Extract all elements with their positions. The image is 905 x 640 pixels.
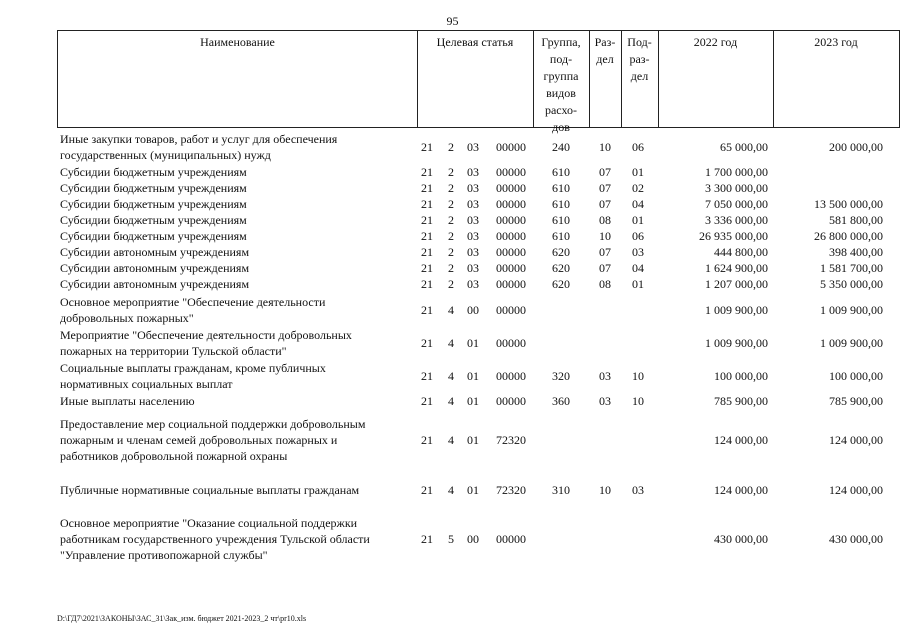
row-name-line: Субсидии бюджетным учреждениям (60, 197, 247, 211)
amount-2022: 3 300 000,00 (705, 181, 768, 195)
amount-2022: 1 009 900,00 (705, 336, 768, 350)
row-name-line: Субсидии бюджетным учреждениям (60, 229, 247, 243)
target-code-event: 03 (467, 197, 479, 211)
row-name-line: Субсидии бюджетным учреждениям (60, 213, 247, 227)
expense-group (536, 515, 586, 563)
expense-group: 240 (552, 140, 570, 154)
expense-group: 610 (552, 165, 570, 179)
amount-2022: 1 624 900,00 (705, 261, 768, 275)
subsection-code: 01 (632, 165, 644, 179)
row-name (60, 196, 410, 212)
target-code-event: 03 (467, 229, 479, 243)
amount-2023: 1 009 900,00 (820, 336, 883, 350)
expense-group: 620 (552, 261, 570, 275)
expense-group: 610 (552, 229, 570, 243)
target-code-direction: 00000 (496, 140, 526, 154)
amount-2023: 124 000,00 (829, 433, 883, 447)
amount-2023: 1 581 700,00 (820, 261, 883, 275)
section-code: 03 (599, 394, 611, 408)
header-group: Группа, под- группа видов расхо- дов (541, 35, 581, 134)
target-code-event: 01 (467, 369, 479, 383)
subsection-code (622, 294, 654, 326)
row-name (60, 180, 410, 196)
table-row (0, 196, 905, 212)
target-code-subprogram: 4 (448, 394, 454, 408)
target-code-direction: 00000 (496, 532, 526, 546)
section-code (590, 294, 620, 326)
row-name (60, 416, 410, 464)
amount-2022: 65 000,00 (720, 140, 768, 154)
header-section: Раз- дел (594, 35, 616, 66)
target-code-program: 21 (421, 213, 433, 227)
row-name-line: "Управление противопожарной службы" (60, 548, 268, 562)
section-code: 07 (599, 197, 611, 211)
target-code-program: 21 (421, 197, 433, 211)
table-row (0, 327, 905, 359)
section-code: 08 (599, 277, 611, 291)
target-code-direction: 00000 (496, 303, 526, 317)
row-name-line: Публичные нормативные социальные выплаты гражданам (60, 483, 360, 497)
row-name-line: работникам государственного учреждения Тульской области (60, 532, 370, 546)
row-name-line: работников добровольной пожарной охраны (60, 449, 288, 463)
table-row (0, 260, 905, 276)
subsection-code: 06 (632, 229, 644, 243)
target-code-direction: 00000 (496, 229, 526, 243)
row-name-line: нормативных социальных выплат (60, 377, 233, 391)
row-name (60, 515, 410, 563)
expense-group: 620 (552, 245, 570, 259)
target-code-event: 03 (467, 213, 479, 227)
target-code-event: 03 (467, 181, 479, 195)
table-row (0, 180, 905, 196)
target-code-event: 03 (467, 165, 479, 179)
table-row (0, 244, 905, 260)
amount-2022: 430 000,00 (714, 532, 768, 546)
target-code-program: 21 (421, 303, 433, 317)
target-code-program: 21 (421, 181, 433, 195)
amount-2023: 200 000,00 (829, 140, 883, 154)
target-code-event: 03 (467, 277, 479, 291)
subsection-code: 10 (632, 369, 644, 383)
amount-2023 (772, 164, 883, 180)
amount-2022: 1 009 900,00 (705, 303, 768, 317)
target-code-program: 21 (421, 229, 433, 243)
row-name-line: пожарных на территории Тульской области" (60, 344, 287, 358)
table-row (0, 515, 905, 563)
target-code-event: 03 (467, 245, 479, 259)
row-name (60, 228, 410, 244)
table-row (0, 276, 905, 292)
expense-group: 620 (552, 277, 570, 291)
amount-2023: 785 900,00 (829, 394, 883, 408)
expense-group: 610 (552, 181, 570, 195)
section-code (590, 515, 620, 563)
target-code-subprogram: 2 (448, 165, 454, 179)
amount-2022: 444 800,00 (714, 245, 768, 259)
target-code-event: 03 (467, 261, 479, 275)
amount-2023: 100 000,00 (829, 369, 883, 383)
target-code-direction: 00000 (496, 394, 526, 408)
subsection-code: 06 (632, 140, 644, 154)
target-code-subprogram: 4 (448, 303, 454, 317)
target-code-program: 21 (421, 532, 433, 546)
target-code-direction: 00000 (496, 336, 526, 350)
section-code: 07 (599, 245, 611, 259)
expense-group (536, 294, 586, 326)
amount-2022: 3 336 000,00 (705, 213, 768, 227)
section-code: 10 (599, 483, 611, 497)
target-code-direction: 00000 (496, 245, 526, 259)
row-name-line: Субсидии автономным учреждениям (60, 261, 250, 275)
row-name-line: Иные выплаты населению (60, 394, 195, 408)
subsection-code (622, 416, 654, 464)
row-name (60, 212, 410, 228)
header-name: Наименование (200, 35, 275, 49)
subsection-code: 01 (632, 213, 644, 227)
header-year-2023: 2023 год (814, 35, 858, 49)
row-name (60, 327, 410, 359)
row-name-line: пожарным и членам семей добровольных пожарных и (60, 433, 338, 447)
target-code-subprogram: 2 (448, 140, 454, 154)
row-name (60, 244, 410, 260)
amount-2022: 124 000,00 (714, 433, 768, 447)
row-name (60, 164, 410, 180)
row-name (60, 260, 410, 276)
expense-group: 360 (552, 394, 570, 408)
subsection-code: 02 (632, 181, 644, 195)
target-code-program: 21 (421, 261, 433, 275)
page-number: 95 (446, 14, 459, 28)
file-path-footer: D:\ГД7\2021\ЗАКОНЫ\ЗАС_31\Зак_изм. бюджет 2021-2023_2 чт\pr10.xls (57, 614, 307, 623)
amount-2023: 124 000,00 (829, 483, 883, 497)
row-name-line: добровольных пожарных" (60, 311, 194, 325)
target-code-event: 01 (467, 336, 479, 350)
target-code-direction: 72320 (496, 433, 526, 447)
row-name-line: Иные закупки товаров, работ и услуг для обеспечения (60, 132, 338, 146)
table-header (57, 30, 900, 134)
amount-2022: 1 700 000,00 (705, 165, 768, 179)
target-code-event: 00 (467, 532, 479, 546)
row-name-line: Основное мероприятие "Оказание социальной поддержки (60, 516, 358, 530)
amount-2023: 26 800 000,00 (814, 229, 883, 243)
target-code-direction: 00000 (496, 213, 526, 227)
target-code-event: 03 (467, 140, 479, 154)
subsection-code: 04 (632, 197, 644, 211)
amount-2023: 430 000,00 (829, 532, 883, 546)
subsection-code: 01 (632, 277, 644, 291)
table-row (0, 228, 905, 244)
target-code-subprogram: 2 (448, 229, 454, 243)
target-code-program: 21 (421, 433, 433, 447)
row-name-line: Субсидии автономным учреждениям (60, 245, 250, 259)
target-code-direction: 00000 (496, 369, 526, 383)
section-code: 07 (599, 261, 611, 275)
target-code-program: 21 (421, 369, 433, 383)
row-name (60, 294, 410, 326)
expense-group: 320 (552, 369, 570, 383)
target-code-event: 00 (467, 303, 479, 317)
target-code-subprogram: 2 (448, 261, 454, 275)
amount-2023: 398 400,00 (829, 245, 883, 259)
header-subsection: Под- раз- дел (627, 35, 652, 83)
target-code-subprogram: 2 (448, 181, 454, 195)
row-name-line: Социальные выплаты гражданам, кроме публичных (60, 361, 326, 375)
amount-2022: 124 000,00 (714, 483, 768, 497)
table-row (0, 294, 905, 326)
target-code-event: 01 (467, 483, 479, 497)
section-code: 03 (599, 369, 611, 383)
section-code: 07 (599, 181, 611, 195)
target-code-direction: 00000 (496, 181, 526, 195)
amount-2022: 785 900,00 (714, 394, 768, 408)
subsection-code: 03 (632, 483, 644, 497)
target-code-program: 21 (421, 245, 433, 259)
header-year-2022: 2022 год (693, 35, 738, 49)
table-row (0, 164, 905, 180)
expense-group: 310 (552, 483, 570, 497)
subsection-code (622, 327, 654, 359)
table-row (0, 131, 905, 163)
target-code-program: 21 (421, 140, 433, 154)
row-name (60, 360, 410, 392)
target-code-direction: 00000 (496, 261, 526, 275)
table-row (0, 360, 905, 392)
subsection-code: 10 (632, 394, 644, 408)
table-row (0, 416, 905, 464)
row-name-line: Субсидии автономным учреждениям (60, 277, 250, 291)
target-code-subprogram: 4 (448, 433, 454, 447)
subsection-code (622, 515, 654, 563)
table-row (0, 212, 905, 228)
section-code: 10 (599, 140, 611, 154)
target-code-direction: 00000 (496, 277, 526, 291)
amount-2023: 5 350 000,00 (820, 277, 883, 291)
row-name-line: Предоставление мер социальной поддержки добровольным (60, 417, 366, 431)
amount-2023: 581 800,00 (829, 213, 883, 227)
target-code-subprogram: 4 (448, 336, 454, 350)
section-code: 10 (599, 229, 611, 243)
expense-group: 610 (552, 197, 570, 211)
target-code-subprogram: 2 (448, 197, 454, 211)
expense-group: 610 (552, 213, 570, 227)
target-code-event: 01 (467, 394, 479, 408)
amount-2022: 100 000,00 (714, 369, 768, 383)
row-name-line: Мероприятие "Обеспечение деятельности добровольных (60, 328, 352, 342)
section-code (590, 327, 620, 359)
table-row (0, 482, 905, 498)
target-code-event: 01 (467, 433, 479, 447)
subsection-code: 04 (632, 261, 644, 275)
row-name-line: государственных (муниципальных) нужд (60, 148, 271, 162)
expense-group (536, 416, 586, 464)
amount-2022: 7 050 000,00 (705, 197, 768, 211)
section-code: 08 (599, 213, 611, 227)
row-name-line: Основное мероприятие "Обеспечение деятельности (60, 295, 326, 309)
target-code-subprogram: 5 (448, 532, 454, 546)
target-code-program: 21 (421, 165, 433, 179)
target-code-direction: 00000 (496, 165, 526, 179)
subsection-code: 03 (632, 245, 644, 259)
target-code-subprogram: 2 (448, 277, 454, 291)
target-code-subprogram: 2 (448, 245, 454, 259)
row-name (60, 393, 410, 409)
target-code-subprogram: 4 (448, 369, 454, 383)
target-code-program: 21 (421, 277, 433, 291)
amount-2023: 13 500 000,00 (814, 197, 883, 211)
target-code-direction: 72320 (496, 483, 526, 497)
row-name-line: Субсидии бюджетным учреждениям (60, 165, 247, 179)
expense-group (536, 327, 586, 359)
amount-2022: 26 935 000,00 (699, 229, 768, 243)
target-code-direction: 00000 (496, 197, 526, 211)
amount-2022: 1 207 000,00 (705, 277, 768, 291)
target-code-program: 21 (421, 336, 433, 350)
target-code-program: 21 (421, 483, 433, 497)
row-name (60, 482, 410, 498)
section-code (590, 416, 620, 464)
row-name (60, 131, 410, 163)
section-code: 07 (599, 165, 611, 179)
amount-2023 (772, 180, 883, 196)
amount-2023: 1 009 900,00 (820, 303, 883, 317)
table-row (0, 393, 905, 409)
header-target: Целевая статья (436, 35, 514, 49)
row-name-line: Субсидии бюджетным учреждениям (60, 181, 247, 195)
target-code-program: 21 (421, 394, 433, 408)
row-name (60, 276, 410, 292)
target-code-subprogram: 2 (448, 213, 454, 227)
target-code-subprogram: 4 (448, 483, 454, 497)
